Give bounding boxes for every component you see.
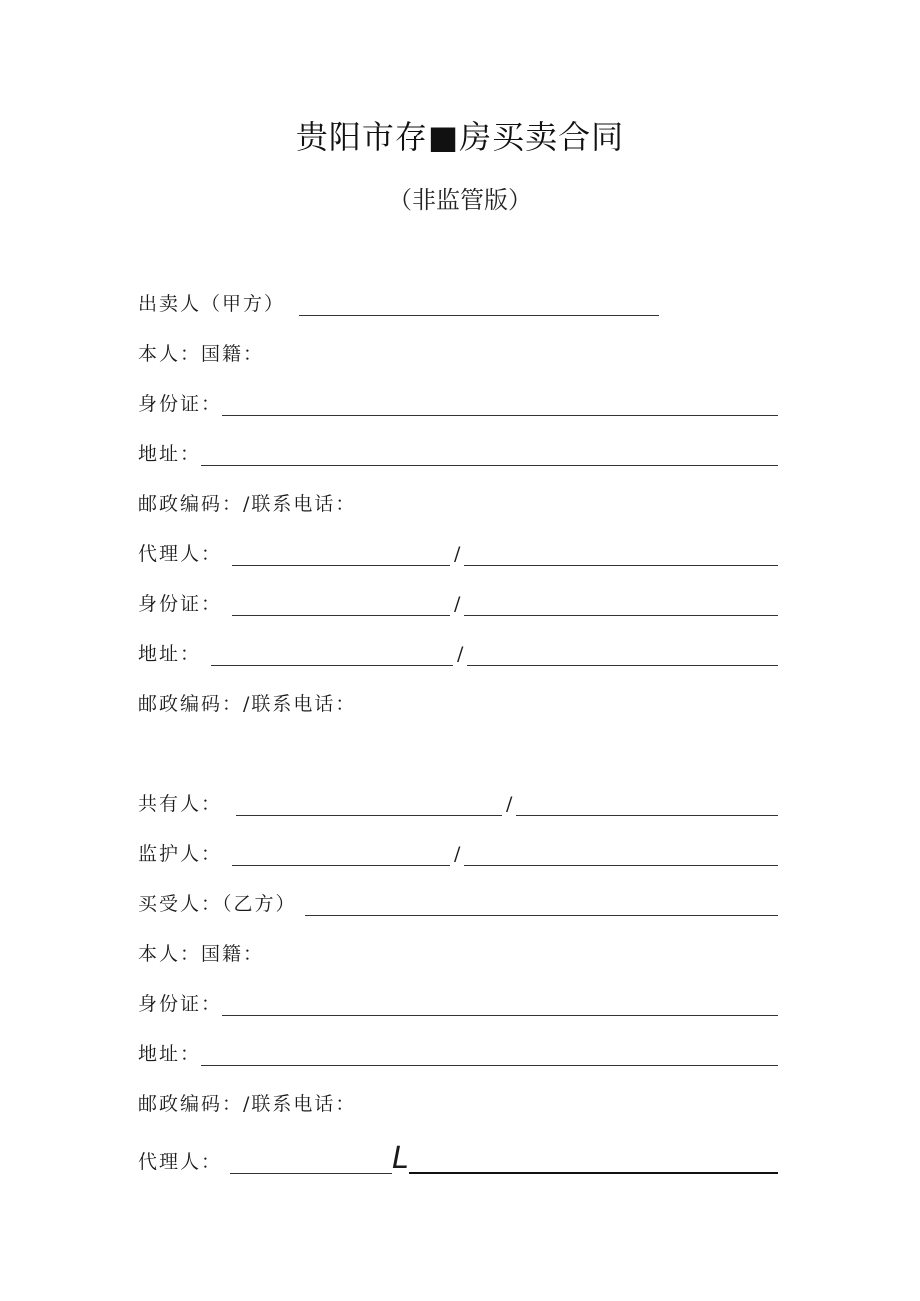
co-owner-label: 共有人： [138, 793, 223, 815]
separator-slash: / [454, 593, 461, 615]
buyer-agent-extra-field[interactable] [409, 1148, 778, 1174]
agent-separator-mark: L [392, 1141, 409, 1176]
buyer-agent-name-field[interactable] [230, 1151, 392, 1174]
buyer-postal-phone-row [138, 1084, 778, 1116]
seller-agent-id-label: 身份证： [138, 593, 223, 615]
seller-agent-phone-field[interactable] [464, 543, 778, 566]
document-subtitle: （非监管版） [388, 186, 532, 214]
seller-name-field[interactable] [299, 293, 659, 316]
buyer-nationality-row [138, 934, 778, 966]
seller-address-row [138, 434, 778, 466]
seller-party-row [138, 284, 778, 316]
separator-slash: / [506, 793, 513, 815]
seller-agent-address-label: 地址： [138, 643, 202, 665]
seller-party-label: 出卖人（甲方） [138, 293, 286, 315]
seller-agent-id-extra-field[interactable] [464, 593, 778, 616]
co-owner-name-field[interactable] [236, 793, 502, 816]
buyer-party-row [138, 884, 778, 916]
guardian-name-field[interactable] [232, 843, 450, 866]
seller-agent-address-field[interactable] [211, 643, 453, 666]
seller-agent-postal-phone-row [138, 684, 778, 716]
seller-nationality-row [138, 334, 778, 366]
seller-agent-postal-phone-label: 邮政编码：/联系电话： [138, 693, 357, 715]
seller-address-label: 地址： [138, 443, 202, 465]
guardian-label: 监护人： [138, 843, 223, 865]
buyer-party-label: 买受人：（乙方） [138, 893, 297, 915]
seller-postal-phone-row [138, 484, 778, 516]
buyer-id-label: 身份证： [138, 993, 223, 1015]
seller-id-label: 身份证： [138, 393, 223, 415]
buyer-name-field[interactable] [305, 893, 778, 916]
buyer-address-row [138, 1034, 778, 1066]
seller-agent-row [138, 534, 778, 566]
seller-address-field[interactable] [201, 443, 778, 466]
co-owner-row [138, 784, 778, 816]
buyer-address-field[interactable] [201, 1043, 778, 1066]
guardian-extra-field[interactable] [464, 843, 778, 866]
seller-agent-address-row [138, 634, 778, 666]
seller-agent-id-field[interactable] [232, 593, 450, 616]
seller-agent-address-extra-field[interactable] [467, 643, 778, 666]
seller-agent-name-field[interactable] [232, 543, 450, 566]
seller-nationality-label: 本人：国籍： [138, 343, 265, 365]
buyer-id-row [138, 984, 778, 1016]
separator-slash: / [454, 543, 461, 565]
buyer-address-label: 地址： [138, 1043, 202, 1065]
seller-id-row [138, 384, 778, 416]
buyer-agent-row [138, 1140, 778, 1174]
document-title: 贵阳市存■房买卖合同 [295, 118, 625, 156]
co-owner-extra-field[interactable] [516, 793, 778, 816]
seller-postal-phone-label: 邮政编码：/联系电话： [138, 493, 357, 515]
separator-slash: / [457, 643, 464, 665]
seller-id-field[interactable] [222, 393, 778, 416]
guardian-row [138, 834, 778, 866]
buyer-agent-label: 代理人： [138, 1151, 223, 1173]
buyer-postal-phone-label: 邮政编码：/联系电话： [138, 1093, 357, 1115]
buyer-nationality-label: 本人：国籍： [138, 943, 265, 965]
seller-agent-label: 代理人： [138, 543, 223, 565]
buyer-id-field[interactable] [222, 993, 778, 1016]
seller-agent-id-row [138, 584, 778, 616]
separator-slash: / [454, 843, 461, 865]
